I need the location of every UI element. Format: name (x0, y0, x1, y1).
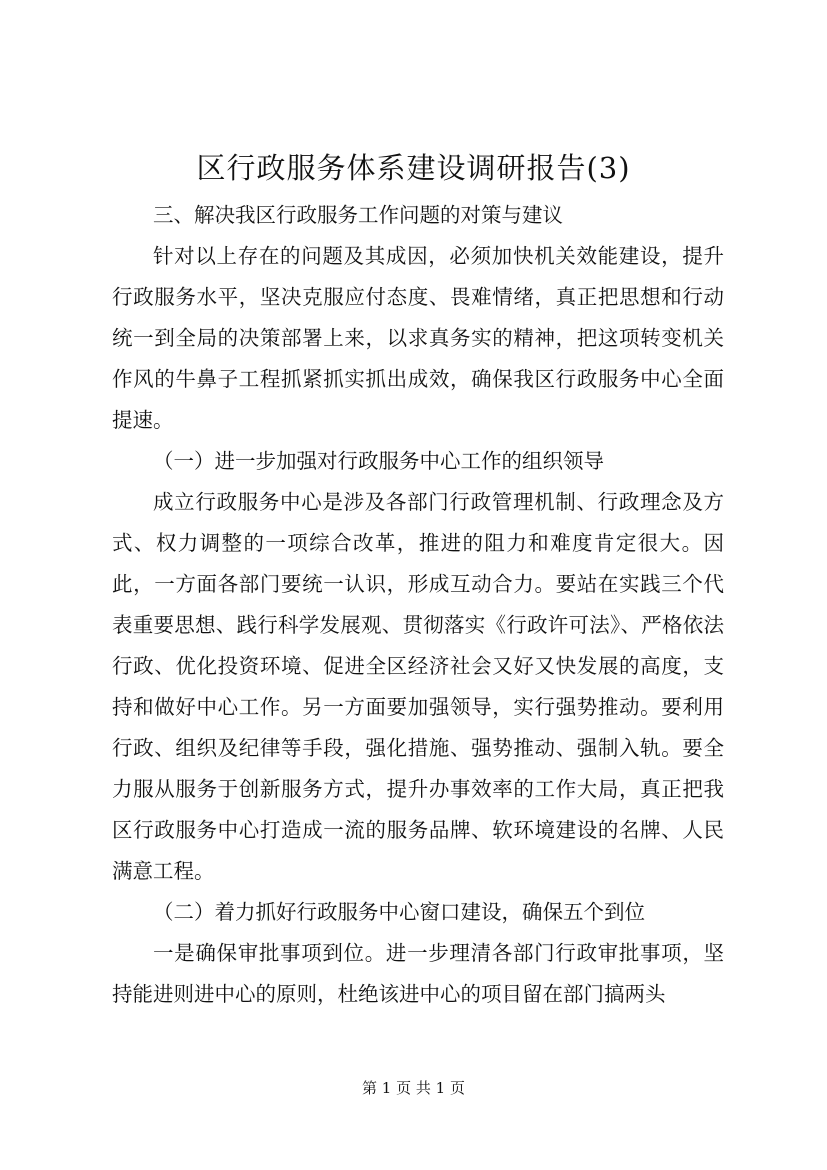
body-paragraph: 成立行政服务中心是涉及各部门行政管理机制、行政理念及方式、权力调整的一项综合改革，推进的阻力和难度肯定很大。因此，一方面各部门要统一认识，形成互动合力。要站在实践三个代表重要思想、践行科学发展观、贯彻落实《行政许可法》、严格依法行政、优化投资环境、促进全区经济社会又好又快发展的高度，支持和做好中心工作。另一方面要加强领导，实行强势推动。要利用行政、组织及纪律等手段，强化措施、强势推动、强制入轨。要全力服从服务于创新服务方式，提升办事效率的工作大局，真正把我区行政服务中心打造成一流的服务品牌、软环境建设的名牌、人民满意工程。 (112, 490, 724, 883)
section-heading: 三、解决我区行政服务工作问题的对策与建议 (153, 203, 563, 227)
body-paragraph: 针对以上存在的问题及其成因，必须加快机关效能建设，提升行政服务水平，坚决克服应付态度、畏难情绪，真正把思想和行动统一到全局的决策部署上来，以求真务实的精神，把这项转变机关作风的牛鼻子工程抓紧抓实抓出成效，确保我区行政服务中心全面提速。 (112, 244, 724, 432)
page-number-footer: 第 1 页 共 1 页 (362, 1079, 465, 1097)
subsection-heading: （一）进一步加强对行政服务中心工作的组织领导 (153, 449, 604, 473)
document-body (112, 195, 724, 1015)
subsection-heading: （二）着力抓好行政服务中心窗口建设，确保五个到位 (153, 900, 645, 924)
document-title: 区行政服务体系建设调研报告(3) (196, 151, 631, 185)
body-paragraph: 一是确保审批事项到位。进一步理清各部门行政审批事项，坚持能进则进中心的原则，杜绝该进中心的项目留在部门搞两头 (112, 941, 724, 1006)
